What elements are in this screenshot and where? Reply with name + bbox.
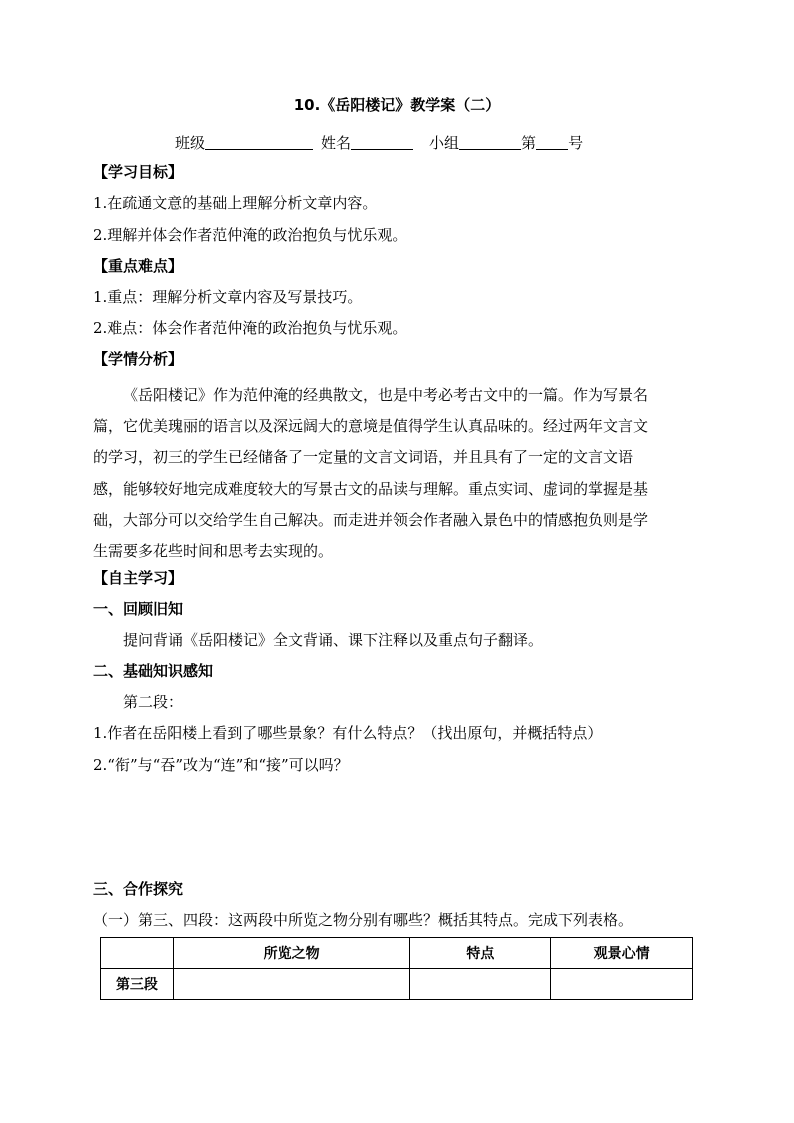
goal-item: 2.理解并体会作者范仲淹的政治抱负与忧乐观。 (93, 226, 408, 244)
number-blank (536, 134, 568, 150)
analysis-heading: 【学情分析】 (93, 350, 184, 368)
table-header-cell: 观景心情 (551, 938, 693, 969)
name-blank (351, 134, 413, 150)
key-point-item: 1.重点：理解分析文章内容及写景技巧。 (93, 288, 363, 306)
analysis-line: 篇，它优美瑰丽的语言以及深远阔大的意境是值得学生认真品味的。经过两年文言文 (93, 417, 649, 436)
table-cell: 第三段 (101, 969, 174, 1000)
analysis-line: 的学习，初三的学生已经储备了一定量的文言文词语，并且具有了一定的文言文语 (93, 448, 634, 467)
page-title: 10.《岳阳楼记》教学案（二） (293, 96, 501, 114)
table-header-row (101, 938, 693, 969)
number-prefix: 第 (521, 134, 537, 152)
goal-item: 1.在疏通文意的基础上理解分析文章内容。 (93, 194, 378, 212)
class-blank (205, 134, 313, 150)
analysis-line: 础，大部分可以交给学生自己解决。而走进并领会作者融入景色中的情感抱负则是学 (93, 510, 649, 529)
group-label: 小组 (429, 134, 460, 152)
cooperate-heading: 三、合作探究 (93, 880, 184, 898)
goals-heading: 【学习目标】 (93, 163, 184, 181)
table-cell[interactable] (173, 969, 410, 1000)
question-1: 1.作者在岳阳楼上看到了哪些景象？有什么特点？（找出原句，并概括特点） (93, 724, 603, 742)
class-label: 班级 (175, 134, 206, 152)
section2-title: 二、基础知识感知 (93, 662, 214, 680)
self-study-heading: 【自主学习】 (93, 569, 184, 587)
analysis-line: 生需要多花些时间和思考去实现的。 (93, 542, 334, 561)
analysis-line: 《岳阳楼记》作为范仲淹的经典散文，也是中考必考古文中的一篇。作为写景名 (123, 386, 649, 404)
student-info-line (175, 132, 583, 153)
cooperate-part1: （一）第三、四段：这两段中所览之物分别有哪些？概括其特点。完成下列表格。 (93, 911, 634, 929)
name-label: 姓名 (321, 134, 352, 152)
table-header-cell (101, 938, 174, 969)
section2-sub: 第二段： (123, 693, 184, 711)
table-header-cell: 所览之物 (173, 938, 410, 969)
section1-text: 提问背诵《岳阳楼记》全文背诵、课下注释以及重点句子翻译。 (123, 631, 544, 649)
observation-table (100, 937, 693, 1000)
analysis-line: 感，能够较好地完成难度较大的写景古文的品读与理解。重点实词、虚词的掌握是基 (93, 479, 649, 498)
table-row (101, 969, 693, 1000)
key-points-heading: 【重点难点】 (93, 257, 184, 275)
group-blank (459, 134, 521, 150)
table-cell[interactable] (551, 969, 693, 1000)
question-2: 2.“衔”与“吞”改为“连”和“接”可以吗？ (93, 756, 349, 774)
analysis-paragraph (93, 380, 703, 567)
table-cell[interactable] (410, 969, 551, 1000)
key-point-item: 2.难点：体会作者范仲淹的政治抱负与忧乐观。 (93, 319, 408, 337)
section1-title: 一、回顾旧知 (93, 600, 184, 618)
number-suffix: 号 (568, 134, 584, 152)
table-header-cell: 特点 (410, 938, 551, 969)
